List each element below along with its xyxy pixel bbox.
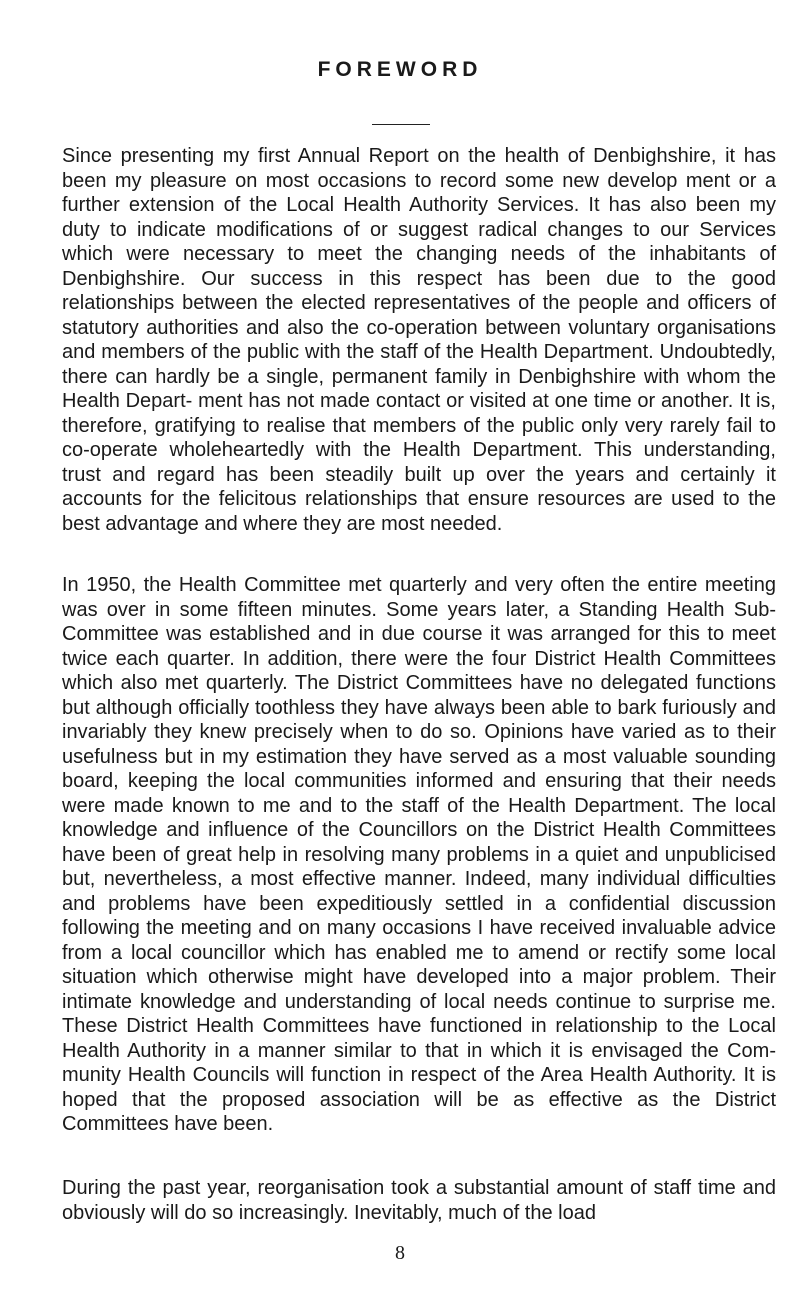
- paragraph-1: Since presenting my first Annual Report on the health of Denbighshire, it has been my pleasure on most occasions to record some new develop ment or a further extension of the Local Health Authority Services. It has also been my duty to indicate modifications of or suggest radical changes to our Services which were necessary to meet the changing needs of the inhabitants of Denbighshire. Our success in this respect has been due to the good relationships between the elected representatives of the people and officers of statutory authorities and also the co-operation between voluntary organisations and members of the public with the staff of the Health Department. Undoubtedly, there can hardly be a single, permanent family in Denbighshire with whom the Health Depart- ment has not made contact or visited at one time or another. It is, therefore, gratifying to realise that members of the public only very rarely fail to co-operate wholeheartedly with the Health Department. This understanding, trust and regard has been steadily built up over the years and certainly it accounts for the felicitous relationships that ensure resources are used to the best advantage and where they are most needed.: [62, 145, 776, 535]
- paragraph-3: During the past year, reorganisation took a substantial amount of staff time and obviously will do so increasingly. Inevitably, much of the load: [62, 1177, 776, 1224]
- page-number: 8: [395, 1242, 405, 1264]
- page-title: FOREWORD: [317, 58, 483, 81]
- title-divider: [372, 124, 430, 125]
- paragraph-2: In 1950, the Health Committee met quarterly and very often the entire meeting was over in some fifteen minutes. Some years later, a Standing Health Sub-Committee was established and in due course it was arranged for this to meet twice each quarter. In addition, there were the four District Health Committees which also met quarterly. The District Committees have no delegated functions but although officially toothless they have always been able to bark furiously and invariably they knew precisely when to do so. Opinions have varied as to their usefulness but in my estimation they have served as a most valuable sounding board, keeping the local communities informed and ensuring that their needs were made known to me and to the staff of the Health Department. The local knowledge and influence of the Councillors on the District Health Committees have been of great help in resolving many problems in a quiet and unpublicised but, nevertheless, a most effective manner. Indeed, many individual difficulties and problems have been expeditiously settled in a confidential discussion following the meeting and on many occasions I have received invaluable advice from a local councillor which has enabled me to amend or rectify some local situation which otherwise might have developed into a major problem. Their intimate knowledge and understanding of local needs continue to surprise me. These District Health Committees have functioned in relationship to the Local Health Authority in a manner similar to that in which it is envisaged the Com- munity Health Councils will function in respect of the Area Health Authority. It is hoped that the proposed association will be as effective as the District Committees have been.: [62, 574, 776, 1135]
